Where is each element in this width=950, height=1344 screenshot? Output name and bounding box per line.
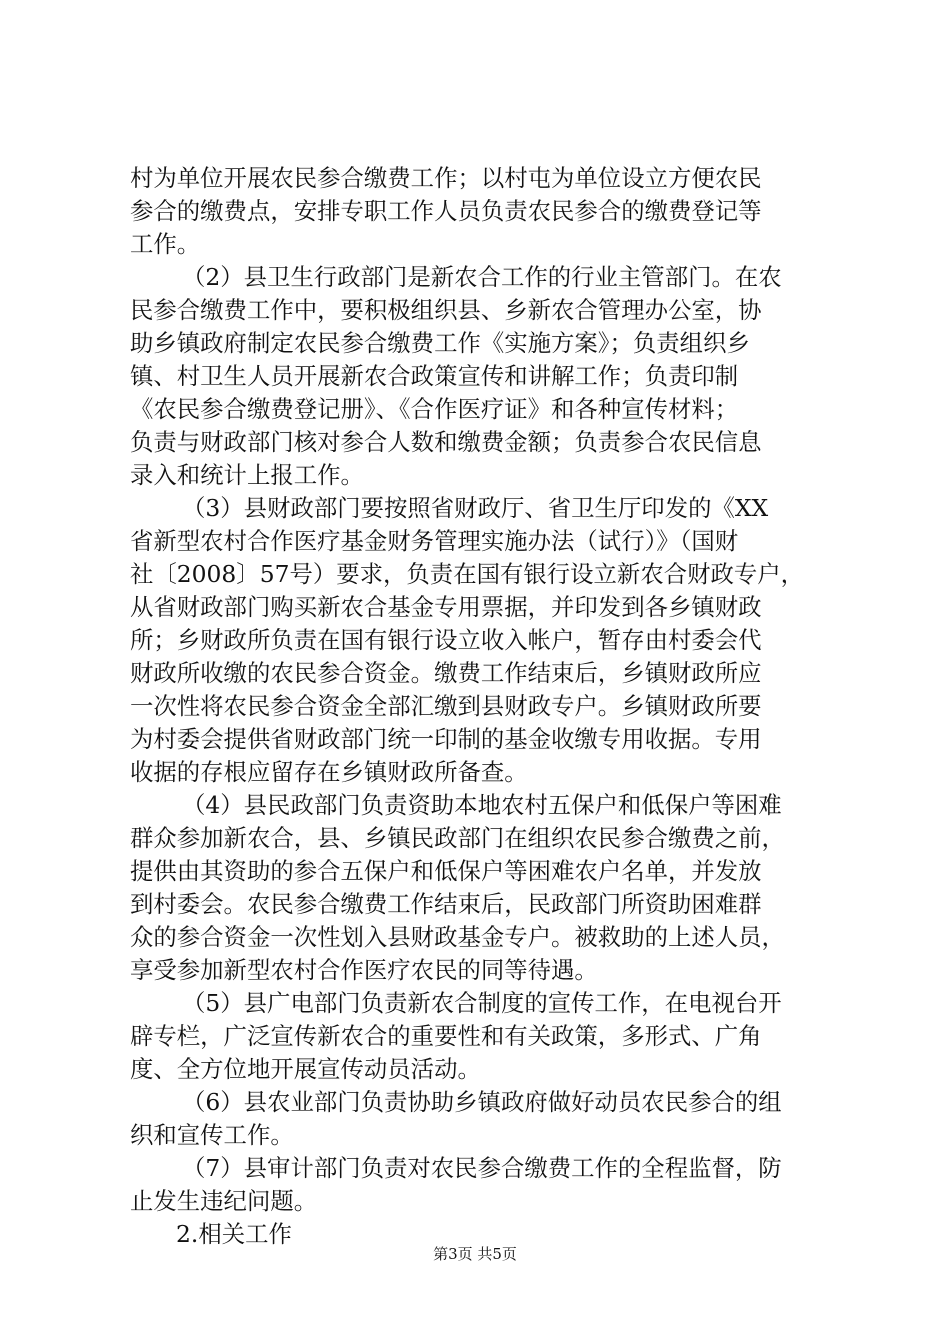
paragraph-item-3	[130, 492, 825, 789]
text-line: 社〔2008〕57号）要求，负责在国有银行设立新农合财政专户，	[130, 560, 805, 588]
text-line: （4）县民政部门负责资助本地农村五保户和低保户等困难	[182, 791, 782, 819]
text-line: 参合的缴费点，安排专职工作人员负责农民参合的缴费登记等	[130, 197, 762, 225]
text-line: 从省财政部门购买新农合基金专用票据，并印发到各乡镇财政	[130, 593, 762, 621]
text-line: （3）县财政部门要按照省财政厅、省卫生厅印发的《XX	[182, 494, 769, 522]
text-line: 到村委会。农民参合缴费工作结束后，民政部门所资助困难群	[130, 890, 762, 918]
text-line: 省新型农村合作医疗基金财务管理实施办法（试行）》（国财	[130, 527, 739, 555]
text-line: 享受参加新型农村合作医疗农民的同等待遇。	[130, 956, 598, 984]
text-line: 织和宣传工作。	[130, 1121, 294, 1149]
text-line: 负责与财政部门核对参合人数和缴费金额；负责参合农民信息	[130, 428, 762, 456]
text-line: 民参合缴费工作中，要积极组织县、乡新农合管理办公室，协	[130, 296, 762, 324]
text-line: 众的参合资金一次性划入县财政基金专户。被救助的上述人员，	[130, 923, 785, 951]
text-line: 助乡镇政府制定农民参合缴费工作《实施方案》；负责组织乡	[130, 329, 750, 357]
text-line: 群众参加新农合，县、乡镇民政部门在组织农民参合缴费之前，	[130, 824, 785, 852]
text-line: 《农民参合缴费登记册》、《合作医疗证》和各种宣传材料；	[130, 395, 739, 423]
text-line: （2）县卫生行政部门是新农合工作的行业主管部门。在农	[182, 263, 782, 291]
text-line: 工作。	[130, 230, 201, 258]
section-heading-text: 2.相关工作	[176, 1220, 292, 1248]
text-line: 录入和统计上报工作。	[130, 461, 364, 489]
paragraph-continuation	[130, 162, 825, 261]
text-line: （5）县广电部门负责新农合制度的宣传工作，在电视台开	[182, 989, 782, 1017]
page-footer	[0, 1243, 950, 1264]
text-line: 镇、村卫生人员开展新农合政策宣传和讲解工作；负责印制	[130, 362, 739, 390]
text-line: 辟专栏，广泛宣传新农合的重要性和有关政策，多形式、广角	[130, 1022, 762, 1050]
paragraph-item-4	[130, 789, 825, 987]
document-body	[130, 162, 825, 1251]
text-line: 度、全方位地开展宣传动员活动。	[130, 1055, 481, 1083]
page-number: 第3页 共5页	[433, 1245, 517, 1263]
paragraph-item-2	[130, 261, 825, 492]
text-line: 财政所收缴的农民参合资金。缴费工作结束后，乡镇财政所应	[130, 659, 762, 687]
text-line: 止发生违纪问题。	[130, 1187, 318, 1215]
paragraph-item-7	[130, 1152, 825, 1218]
paragraph-item-5	[130, 987, 825, 1086]
text-line: （7）县审计部门负责对农民参合缴费工作的全程监督，防	[182, 1154, 782, 1182]
text-line: 村为单位开展农民参合缴费工作；以村屯为单位设立方便农民	[130, 164, 762, 192]
text-line: 收据的存根应留存在乡镇财政所备查。	[130, 758, 528, 786]
text-line: 所；乡财政所负责在国有银行设立收入帐户，暂存由村委会代	[130, 626, 762, 654]
text-line: 为村委会提供省财政部门统一印制的基金收缴专用收据。专用	[130, 725, 762, 753]
text-line: 提供由其资助的参合五保户和低保户等困难农户名单，并发放	[130, 857, 762, 885]
text-line: 一次性将农民参合资金全部汇缴到县财政专户。乡镇财政所要	[130, 692, 762, 720]
paragraph-item-6	[130, 1086, 825, 1152]
text-line: （6）县农业部门负责协助乡镇政府做好动员农民参合的组	[182, 1088, 782, 1116]
